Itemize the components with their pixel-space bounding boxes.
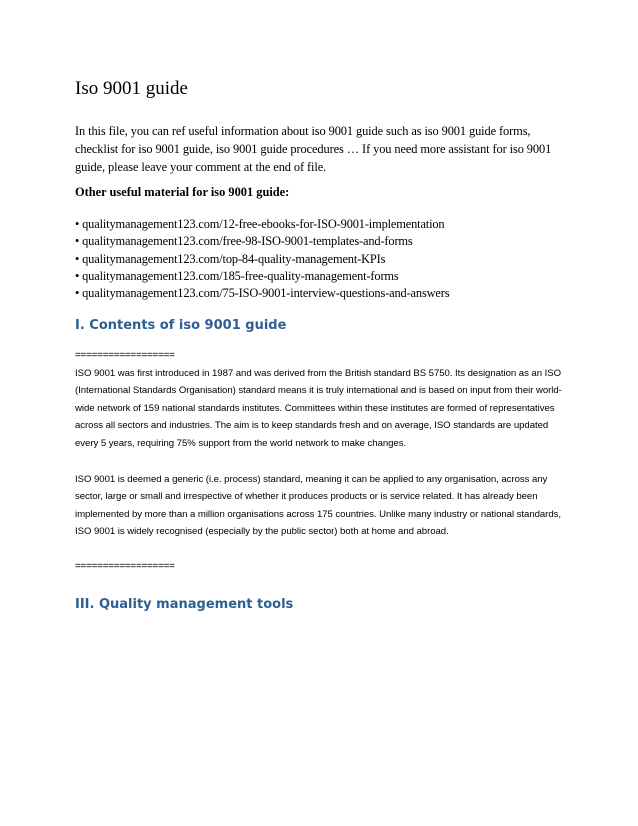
resource-link[interactable]: • qualitymanagement123.com/75-ISO-9001-interview-questions-and-answers	[75, 286, 450, 301]
body-paragraph: ISO 9001 is deemed a generic (i.e. process) standard, meaning it can be applied to any organisation, across any sector, large or small and irrespective of whether it produces products or is service related. It has already been implemented by more than a million organisations across 175 countries. Unlike many industry or national standards, ISO 9001 is widely recognised (especially by the public sector) both at home and abroad.	[75, 474, 561, 538]
resource-link[interactable]: • qualitymanagement123.com/free-98-ISO-9001-templates-and-forms	[75, 234, 413, 249]
resource-link[interactable]: • qualitymanagement123.com/12-free-ebooks-for-ISO-9001-implementation	[75, 217, 445, 231]
resource-link[interactable]: • qualitymanagement123.com/top-84-quality-management-KPIs	[75, 251, 386, 266]
resource-link[interactable]: • qualitymanagement123.com/185-free-quality-management-forms	[75, 268, 399, 283]
document-title: Iso 9001 guide	[75, 78, 188, 99]
divider-line: ==================	[75, 350, 175, 361]
resource-link-list	[75, 216, 449, 302]
divider-line: ==================	[75, 561, 175, 572]
section-heading-contents: I. Contents of iso 9001 guide	[75, 318, 287, 333]
section-heading-quality-tools: III. Quality management tools	[75, 597, 294, 612]
body-paragraph: ISO 9001 was first introduced in 1987 and was derived from the British standard BS 5750. Its designation as an ISO (International Standards Organisation) standard means it is truly international and is based on input from their world-wide network of 159 national standards institutes. Committees within these institutes are formed of representatives across all sectors and industries. The aim is to keep standards fresh and on average, ISO standards are updated every 5 years, requiring 75% support from the world network to make changes.	[75, 368, 562, 449]
other-material-heading: Other useful material for iso 9001 guide:	[75, 185, 290, 199]
intro-paragraph: In this file, you can ref useful information about iso 9001 guide such as iso 9001 guide forms, checklist for iso 9001 guide, iso 9001 guide procedures … If you need more assistant for iso 9001 guide, please leave your comment at the end of file.	[75, 124, 552, 174]
